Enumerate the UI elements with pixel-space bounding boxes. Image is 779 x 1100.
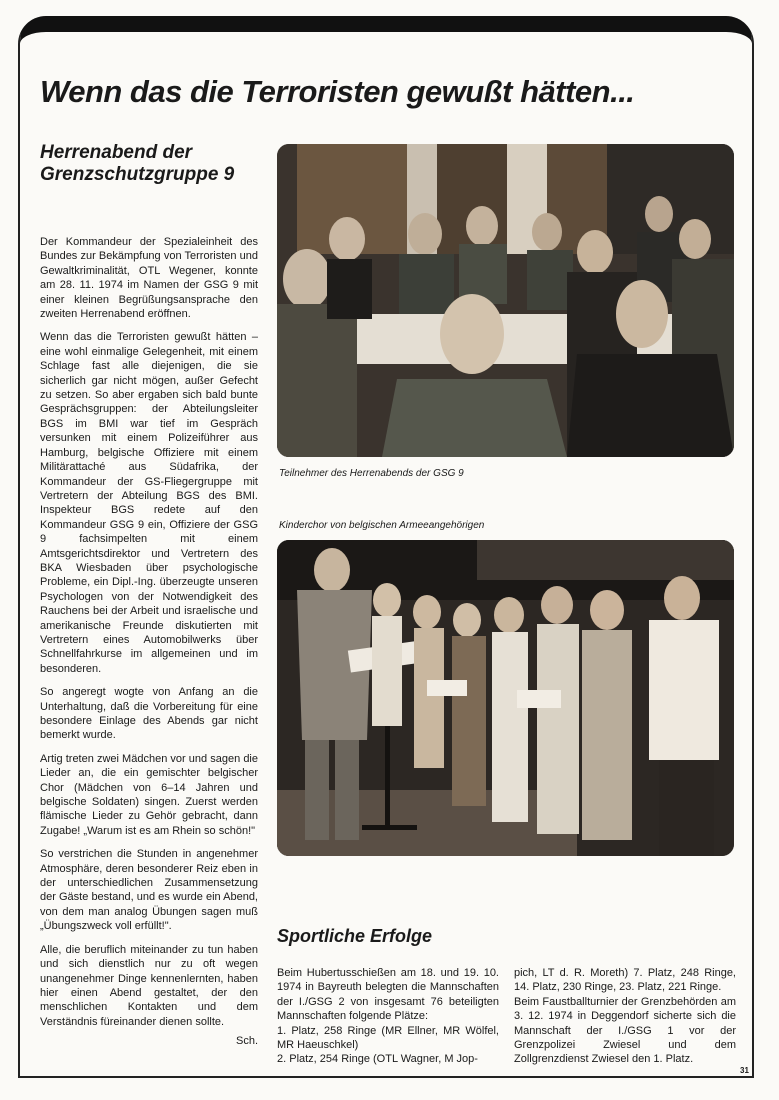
photo-childrens-choir: [277, 540, 734, 856]
page-number: 31: [740, 1066, 749, 1075]
photo-caption-choir: Kinderchor von belgischen Armeeangehörigen: [279, 520, 485, 531]
subhead: [40, 142, 270, 186]
subhead-line-2: Grenzschutzgruppe 9: [40, 164, 235, 185]
sports-paragraph: Beim Faustballturnier der Grenzbehörden am 3. 12. 1974 in Deggendorf sicherte sich die Mannschaft der I./GSG 1 vor der Grenzpolizei Zwiesel und dem Zollgrenzdienst Zwiesel den 1. Platz.: [514, 995, 736, 1066]
sports-paragraph: 1. Platz, 258 Ringe (MR Ellner, MR Wölfel, MR Haeuschkel): [277, 1024, 499, 1052]
article-body: [40, 235, 258, 1049]
article-paragraph: Der Kommandeur der Spezialeinheit des Bundes zur Bekämpfung von Terroristen und Gewaltkriminalität, OTL Wegener, konnte am 28. 11. 1974 im Namen der GSG 9 mit einer kleinen Begrüßungsansprache den zweiten Herrenabend eröffnen.: [40, 236, 258, 321]
sports-paragraph: pich, LT d. R. Moreth) 7. Platz, 248 Ringe, 14. Platz, 230 Ringe, 23. Platz, 221 Ringe.: [514, 967, 736, 994]
sports-paragraph: Beim Hubertusschießen am 18. und 19. 10. 1974 in Bayreuth belegten die Mannschaften der I./GSG 2 von insgesamt 76 beteiligten Mannschaften folgende Plätze:: [277, 967, 499, 1023]
headline: Wenn das die Terroristen gewußt hätten...: [40, 74, 635, 109]
subhead-line-1: Herrenabend der: [40, 142, 193, 163]
article-paragraph: So verstrichen die Stunden in angenehmer Atmosphäre, deren besonderer Reiz eben in der unterschiedlichen Zusammensetzung der Gäste bestand, und es wurde ein Abend, von dem man analog Übungen sagen muß „Übungszweck voll erfüllt!".: [40, 848, 258, 933]
article-paragraph: Artig treten zwei Mädchen vor und sagen die Lieder an, die ein gemischter belgischer Chor (Mädchen von 6–14 Jahren und belgische Soldaten) singen. Zuerst werden flämische Lieder zu Gehör gebracht, dann Zugabe! „Warum ist es am Rhein so schön!": [40, 752, 258, 837]
article-paragraph: Alle, die beruflich miteinander zu tun haben und sich dienstlich nur zu oft wegen unangenehmer Dinge kennenlernten, haben hier einen Abend gestaltet, der den menschlichen Kontakten und dem Verständnis füreinander dienen sollte.: [40, 943, 258, 1028]
photo-banquet-guests: [277, 144, 734, 457]
sports-column-2: [514, 966, 736, 1067]
sports-paragraph: 2. Platz, 254 Ringe (OTL Wagner, M Jop-: [277, 1053, 478, 1066]
author-signature: Sch.: [235, 1035, 258, 1048]
article-paragraph: So angeregt wogte von Anfang an die Unterhaltung, daß die Vorbereitung für eine besondere Einlage des Abends gar nicht bemerkt wurde.: [40, 686, 258, 742]
article-paragraph: Wenn das die Terroristen gewußt hätten – eine wohl einmalige Gelegenheit, mit einem Schlage fast alle diejenigen, die sie sicherlich gar nicht mögen, außer Gefecht zu setzen. So aber ergaben sich bald bunte Gesprächsgruppen: der Abteilungsleiter BGS im BMI war tief im Gespräch versunken mit einem Polizeiführer aus Hamburg, belgische Offiziere mit einem Militärattaché aus Südafrika, der Kommandeur der GS-Fliegergruppe mit Vertretern der Abteilung BGS des BMI. Inspekteur BGS redete auf den Kommandeur GSG 9 ein, Offiziere der GSG 9 fachsimpelten mit einem Amtsgerichtsdirektor und Vertretern des BKA Wiesbaden über psychologische Probleme, ein Dipl.-Ing. überzeugte unseren Psychologen von der Notwendigkeit des Rauchens bei der Arbeit und israelische und amerikanische Freunde diskutierten mit Vertretern eines Automobilwerks über Schnellfahrkurse im allgemeinen und im besonderen.: [40, 331, 258, 675]
sports-column-1: [277, 966, 499, 1067]
section-heading-sports: Sportliche Erfolge: [277, 926, 433, 946]
photo-caption-guests: Teilnehmer des Herrenabends der GSG 9: [279, 468, 464, 479]
